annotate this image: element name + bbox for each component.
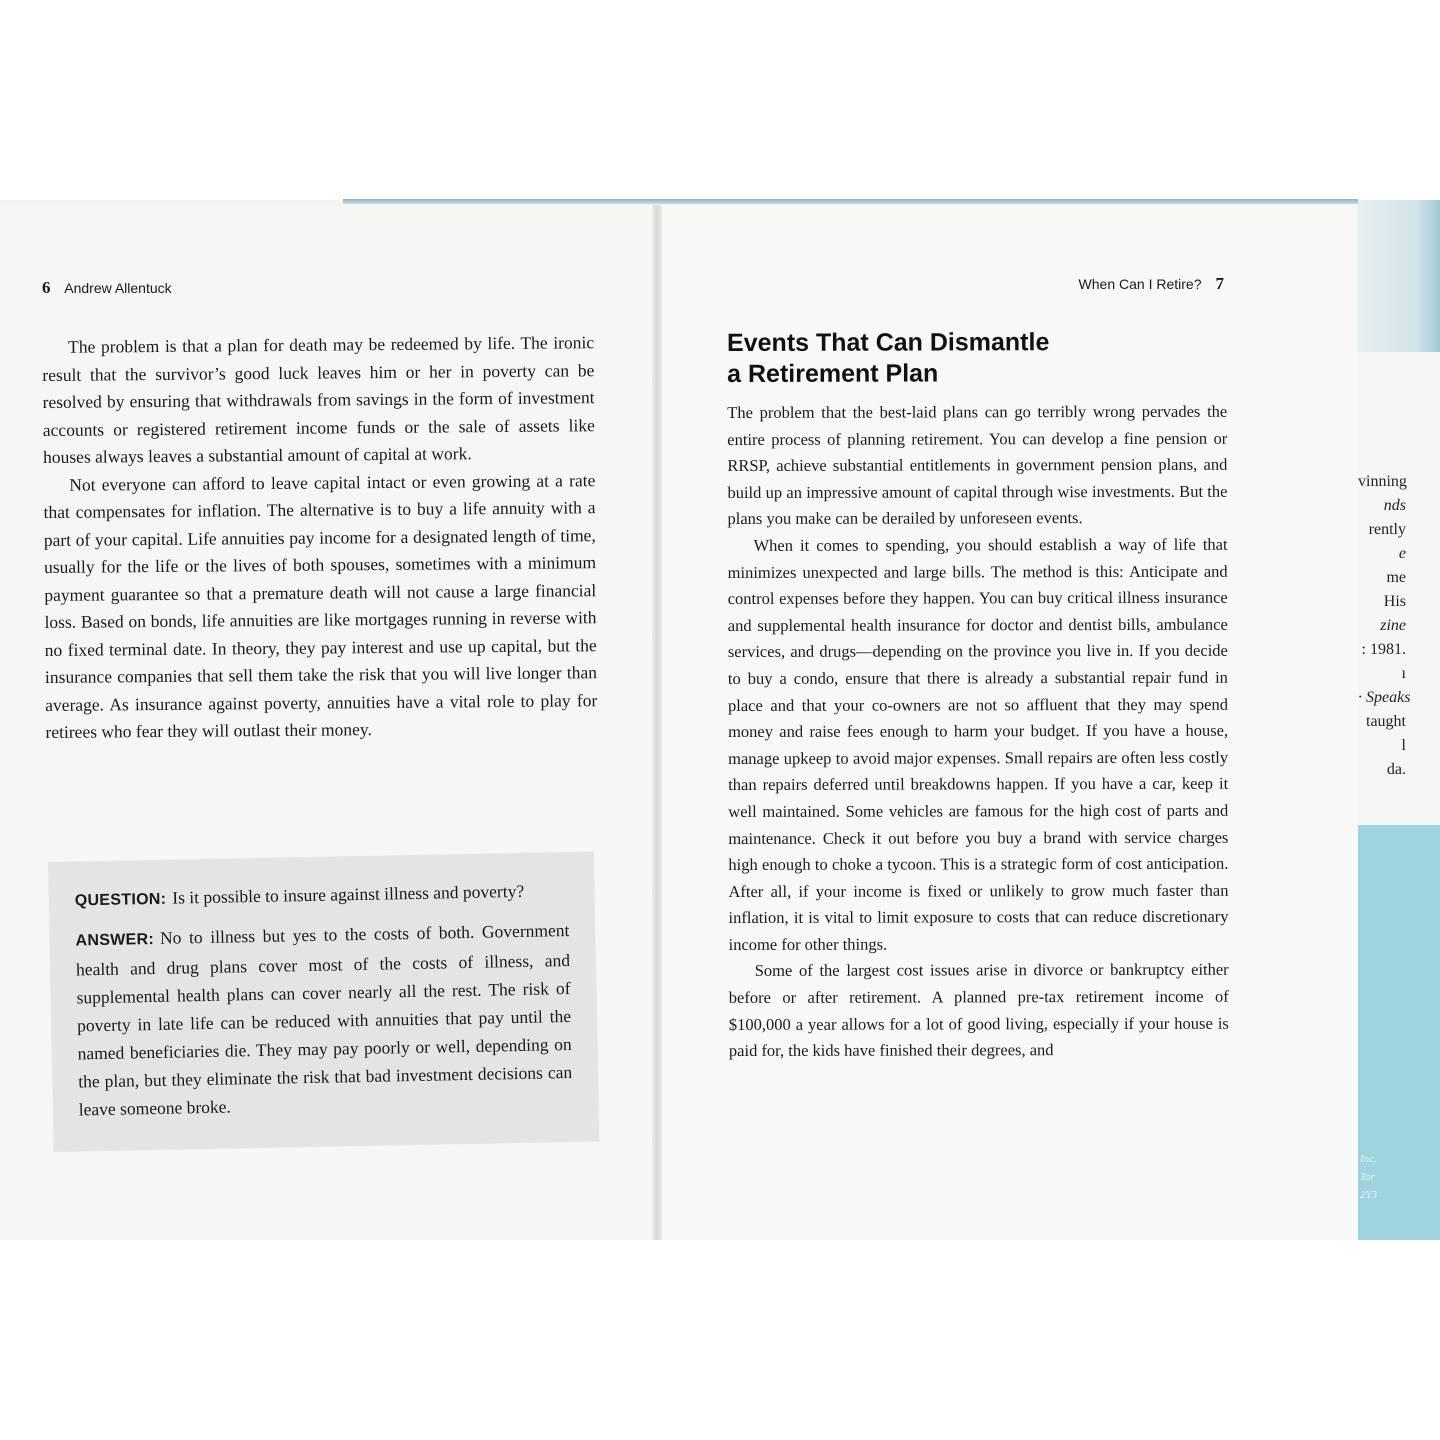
footer-fragment: Tor bbox=[1360, 1171, 1375, 1183]
right-paragraph: Some of the largest cost issues arise in divorce or bankruptcy either before or after retirement. A planned pre-tax retirement income of $100,000 a year allows for a lot of good living, especially if your house is paid for, the kids have finished their degrees, and bbox=[728, 960, 1229, 1061]
text-fragment: nds bbox=[1383, 497, 1406, 514]
text-fragment: me bbox=[1386, 569, 1406, 586]
right-running-head-title: When Can I Retire? bbox=[1078, 276, 1202, 292]
right-running-head bbox=[1040, 274, 1224, 294]
text-fragment: · Speaks bbox=[1358, 689, 1411, 706]
question-text: Is it possible to insure against illness and poverty? bbox=[172, 880, 525, 908]
left-running-head bbox=[42, 278, 172, 298]
text-fragment: da. bbox=[1386, 761, 1406, 778]
text-fragment: taught bbox=[1366, 713, 1406, 730]
right-paragraph: When it comes to spending, you should establish a way of life that minimizes unexpected and large bills. The method is this: Anticipate and control expenses before they happen. You can buy critical illness insurance and supplemental health insurance for doctor and dentist bills, ambulance services, and drugs—depending on the province you live in. If you decide to buy a condo, ensure that there is already a substantial repair fund in place and that your co-owners are not so affluent that they may spend money and raise fees enough to harm your budget. If you have a house, manage upkeep to avoid major expenses. Small repairs are often less costly than repairs deferred until breakdowns happen. If you have a car, keep it well maintained. Some vehicles are famous for the high cost of parts and maintenance. Check it out before you buy a brand with service charges high enough to choke a tycoon. This is a strategic form of cost anticipation. After all, if your income is fixed or unlikely to grow much faster than inflation, it is vital to limit exposure to costs that can reduce discretionary income for other things. bbox=[727, 534, 1229, 954]
text-fragment: zine bbox=[1380, 617, 1406, 634]
answer-label: ANSWER: bbox=[75, 930, 155, 950]
section-heading: Events That Can Dismantle a Retirement Plan bbox=[727, 328, 1050, 388]
text-fragment: rently bbox=[1368, 521, 1406, 538]
right-body-text bbox=[727, 327, 1229, 1065]
next-page-teal-top bbox=[1358, 200, 1440, 352]
right-page-number: 7 bbox=[1215, 274, 1224, 293]
text-fragment: : 1981. bbox=[1361, 641, 1406, 658]
left-body-text bbox=[42, 329, 598, 746]
next-page-text-fragments bbox=[1358, 470, 1440, 782]
footer-fragment: Inc. bbox=[1360, 1153, 1377, 1165]
qa-question bbox=[74, 876, 568, 915]
left-running-head-title: Andrew Allentuck bbox=[64, 280, 172, 296]
text-fragment: vinning bbox=[1358, 473, 1407, 490]
text-fragment: l bbox=[1401, 737, 1406, 754]
next-page-edge bbox=[1358, 200, 1440, 1240]
left-paragraph: Not everyone can afford to leave capital intact or even growing at a rate that compensates for inflation. The alternative is to buy a life annuity with a part of your capital. Life annuities pay income for a designated length of time, usually for the life or the lives of both spouses, sometimes with a minimum payment guarantee so that a premature death will not cause a large financial loss. Based on bonds, life annuities are like mortgages running in reverse with no fixed terminal date. In theory, they pay interest and use up capital, but the insurance companies that sell them take the risk that you will live longer than average. As insurance against poverty, annuities have a vital role to play for retirees who fear they will outlast their money. bbox=[43, 469, 598, 742]
qa-sidebar-box bbox=[48, 852, 599, 1152]
left-page-number: 6 bbox=[42, 278, 51, 297]
question-label: QUESTION: bbox=[74, 890, 167, 910]
book-gutter bbox=[652, 205, 662, 1240]
next-page-footer-fragments bbox=[1360, 1150, 1377, 1204]
text-fragment: His bbox=[1383, 593, 1406, 610]
answer-text: No to illness but yes to the costs of both. Government health and drug plans cover most of the costs of illness, and supplemental health plans can cover nearly all the rest. The risk of poverty in late life can be reduced with annuities that pay until the named beneficiaries die. They may pay poorly or well, depending on the plan, but they eliminate the risk that bad investment decisions can leave someone broke. bbox=[75, 920, 573, 1120]
qa-answer bbox=[75, 916, 573, 1123]
text-fragment: ı bbox=[1401, 665, 1406, 682]
footer-fragment: 2Y3 bbox=[1360, 1189, 1378, 1201]
left-paragraph: The problem is that a plan for death may be redeemed by life. The ironic result that the survivor’s good luck leaves him or her in poverty can be resolved by ensuring that withdrawals from savings in the form of investment accounts or registered retirement income funds or the sale of assets like houses always leaves a substantial amount of capital at work. bbox=[42, 332, 595, 467]
book-top-edge bbox=[343, 199, 1358, 204]
right-paragraph: The problem that the best-laid plans can go terribly wrong pervades the entire process of planning retirement. You can develop a fine pension or RRSP, achieve substantial entitlements in government pension plans, and build up an impressive amount of capital through wise investments. But the plans you make can be derailed by unforeseen events. bbox=[727, 401, 1228, 529]
text-fragment: e bbox=[1398, 545, 1406, 562]
